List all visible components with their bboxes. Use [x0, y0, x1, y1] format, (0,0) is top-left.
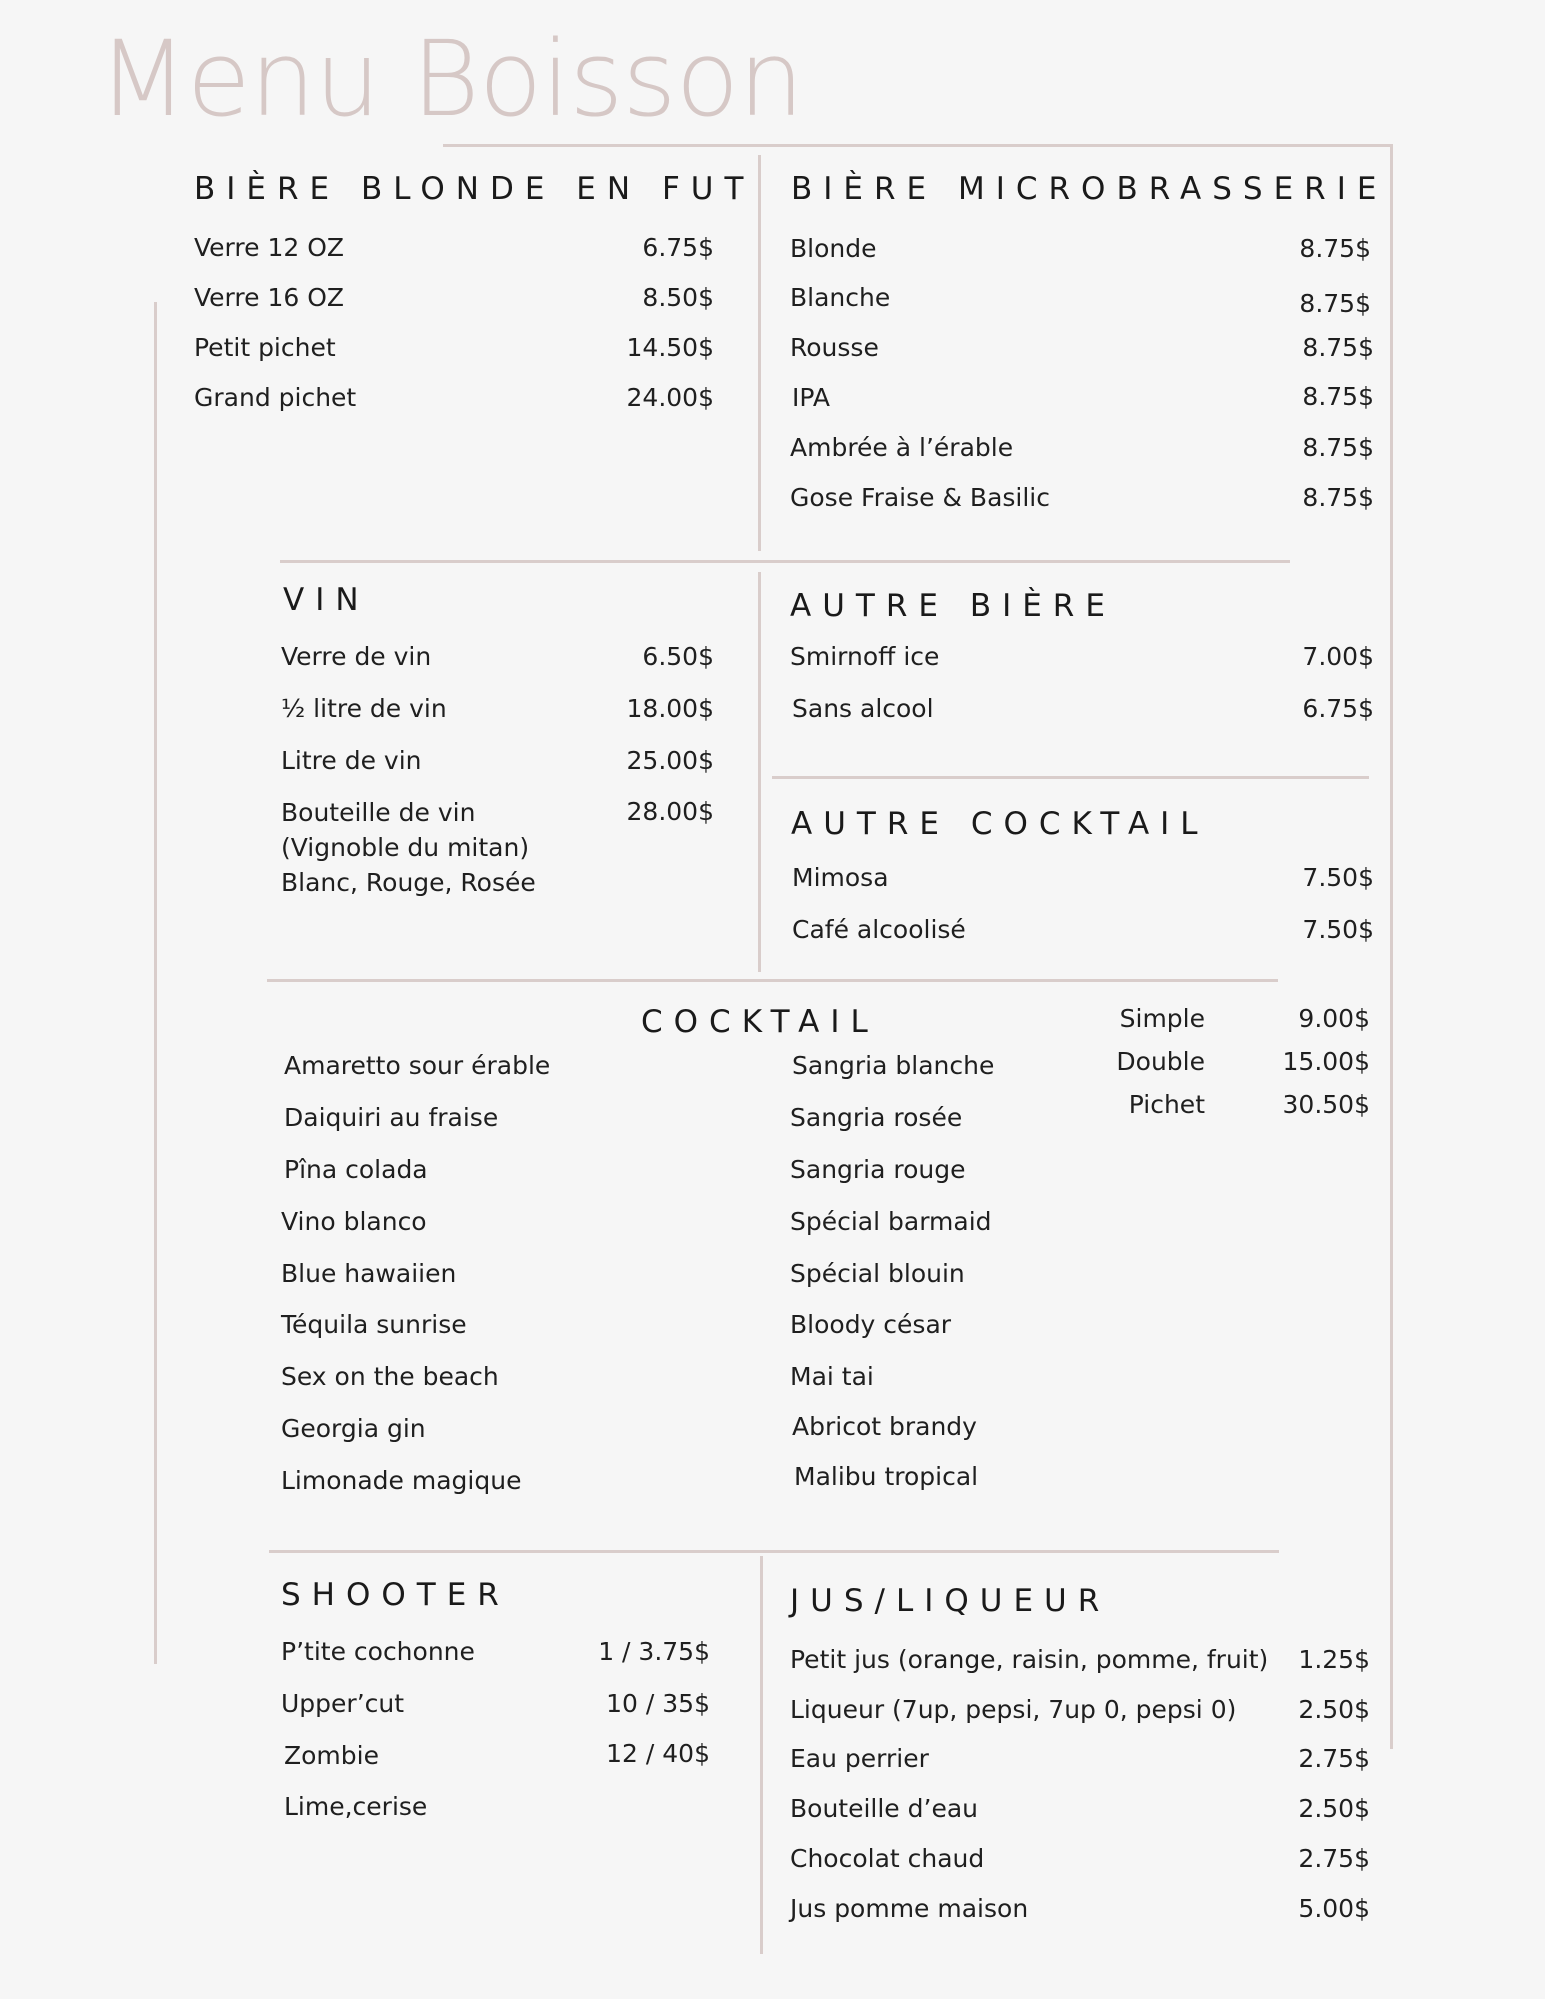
item-name: Mimosa — [792, 863, 889, 892]
item-price: 7.00$ — [1302, 642, 1374, 671]
item-name: Grand pichet — [194, 383, 357, 412]
cocktail-item: Spécial blouin — [790, 1259, 965, 1288]
item-name: Litre de vin — [281, 746, 422, 775]
item-price: 2.75$ — [1298, 1744, 1370, 1773]
cocktail-item: Sangria blanche — [792, 1051, 995, 1080]
left-border — [154, 302, 157, 1664]
heading-biere-micro: BIÈRE MICROBRASSERIE — [791, 171, 1388, 207]
item-price: 12 / 40$ — [606, 1739, 710, 1768]
item-name: Liqueur (7up, pepsi, 7up 0, pepsi 0) — [790, 1695, 1237, 1724]
item-name: Verre 16 OZ — [194, 283, 344, 312]
item-name: Bouteille d’eau — [790, 1794, 979, 1823]
item-name: Ambrée à l’érable — [790, 433, 1014, 462]
cocktail-item: Blue hawaiien — [281, 1259, 457, 1288]
item-price: 8.75$ — [1302, 433, 1374, 462]
item-price: 28.00$ — [626, 797, 714, 826]
menu-title: Menu Boisson — [98, 18, 804, 140]
item-price: 6.75$ — [642, 233, 714, 262]
item-price: 7.50$ — [1302, 863, 1374, 892]
item-price: 6.75$ — [1302, 694, 1374, 723]
cocktail-item: Sex on the beach — [281, 1362, 499, 1391]
cocktail-item: Pîna colada — [284, 1155, 428, 1184]
cocktail-item: Limonade magique — [281, 1466, 522, 1495]
item-name: Chocolat chaud — [790, 1844, 985, 1873]
heading-cocktail: COCKTAIL — [641, 1004, 879, 1040]
item-name: Sans alcool — [792, 694, 934, 723]
cocktail-item: Daiquiri au fraise — [284, 1103, 499, 1132]
item-price: 7.50$ — [1302, 915, 1374, 944]
item-price: 8.75$ — [1302, 483, 1374, 512]
item-price: 1.25$ — [1298, 1645, 1370, 1674]
heading-autre-cocktail: AUTRE COCKTAIL — [791, 806, 1209, 842]
item-price: 1 / 3.75$ — [598, 1637, 710, 1666]
item-price: 2.50$ — [1298, 1794, 1370, 1823]
cocktail-price: 9.00$ — [1298, 1004, 1370, 1033]
divider-2 — [280, 560, 1290, 563]
item-name: Jus pomme maison — [790, 1894, 1029, 1923]
item-name: Bouteille de vin (Vignoble du mitan) Blanc, Rouge, Rosée — [281, 798, 536, 897]
item-name: Upper’cut — [281, 1689, 405, 1718]
divider-4 — [267, 979, 1278, 982]
item-price: 24.00$ — [626, 383, 714, 412]
item-price: 2.50$ — [1298, 1695, 1370, 1724]
item-price: 25.00$ — [626, 746, 714, 775]
cocktail-price-label: Double — [1116, 1047, 1205, 1076]
item-name: Smirnoff ice — [790, 642, 940, 671]
item-price: 8.75$ — [1299, 234, 1371, 263]
divider-3 — [772, 776, 1369, 779]
item-name: Gose Fraise & Basilic — [790, 483, 1050, 512]
cocktail-price: 30.50$ — [1282, 1090, 1370, 1119]
cocktail-item: Georgia gin — [281, 1414, 426, 1443]
heading-jus: JUS/LIQUEUR — [790, 1583, 1111, 1619]
item-name: Petit jus (orange, raisin, pomme, fruit) — [790, 1645, 1269, 1674]
cocktail-item: Bloody césar — [790, 1310, 952, 1339]
top-divider — [443, 144, 1393, 147]
right-border — [1390, 144, 1393, 1749]
item-name: Rousse — [790, 333, 879, 362]
item-price: 8.50$ — [642, 283, 714, 312]
item-name: Petit pichet — [194, 333, 336, 362]
item-name: Eau perrier — [790, 1744, 929, 1773]
cocktail-item: Sangria rosée — [790, 1103, 963, 1132]
item-price: 10 / 35$ — [606, 1689, 710, 1718]
divider-5 — [269, 1550, 1279, 1553]
cocktail-price-label: Simple — [1119, 1004, 1205, 1033]
item-price: 14.50$ — [626, 333, 714, 362]
heading-autre-biere: AUTRE BIÈRE — [790, 588, 1116, 624]
item-price: 2.75$ — [1298, 1844, 1370, 1873]
item-name: Lime,cerise — [284, 1792, 428, 1821]
cocktail-item: Abricot brandy — [792, 1412, 977, 1441]
heading-shooter: SHOOTER — [281, 1577, 510, 1613]
cocktail-item: Spécial barmaid — [790, 1207, 992, 1236]
cocktail-price: 15.00$ — [1282, 1047, 1370, 1076]
item-name: Café alcoolisé — [792, 915, 966, 944]
cocktail-item: Sangria rouge — [790, 1155, 966, 1184]
item-price: 18.00$ — [626, 694, 714, 723]
item-name: Zombie — [284, 1741, 379, 1770]
item-price: 8.75$ — [1302, 382, 1374, 411]
item-price: 8.75$ — [1302, 333, 1374, 362]
item-price: 6.50$ — [642, 642, 714, 671]
item-price: 8.75$ — [1299, 289, 1371, 318]
cocktail-item: Vino blanco — [281, 1207, 427, 1236]
heading-biere-blonde: BIÈRE BLONDE EN FUT — [194, 171, 755, 207]
col-divider-1 — [758, 155, 761, 551]
cocktail-price-label: Pichet — [1128, 1090, 1205, 1119]
item-name: Verre 12 OZ — [194, 233, 344, 262]
item-price: 5.00$ — [1298, 1894, 1370, 1923]
item-name: IPA — [792, 383, 830, 412]
cocktail-item: Téquila sunrise — [281, 1310, 467, 1339]
col-divider-2 — [758, 572, 761, 972]
cocktail-item: Amaretto sour érable — [284, 1051, 551, 1080]
item-name: ½ litre de vin — [281, 694, 447, 723]
item-name: P’tite cochonne — [281, 1637, 475, 1666]
cocktail-item: Malibu tropical — [794, 1462, 979, 1491]
cocktail-item: Mai tai — [790, 1362, 874, 1391]
col-divider-3 — [760, 1556, 763, 1954]
item-name: Blanche — [790, 283, 891, 312]
item-name: Verre de vin — [281, 642, 432, 671]
heading-vin: VIN — [283, 582, 370, 618]
item-name: Blonde — [790, 234, 877, 263]
